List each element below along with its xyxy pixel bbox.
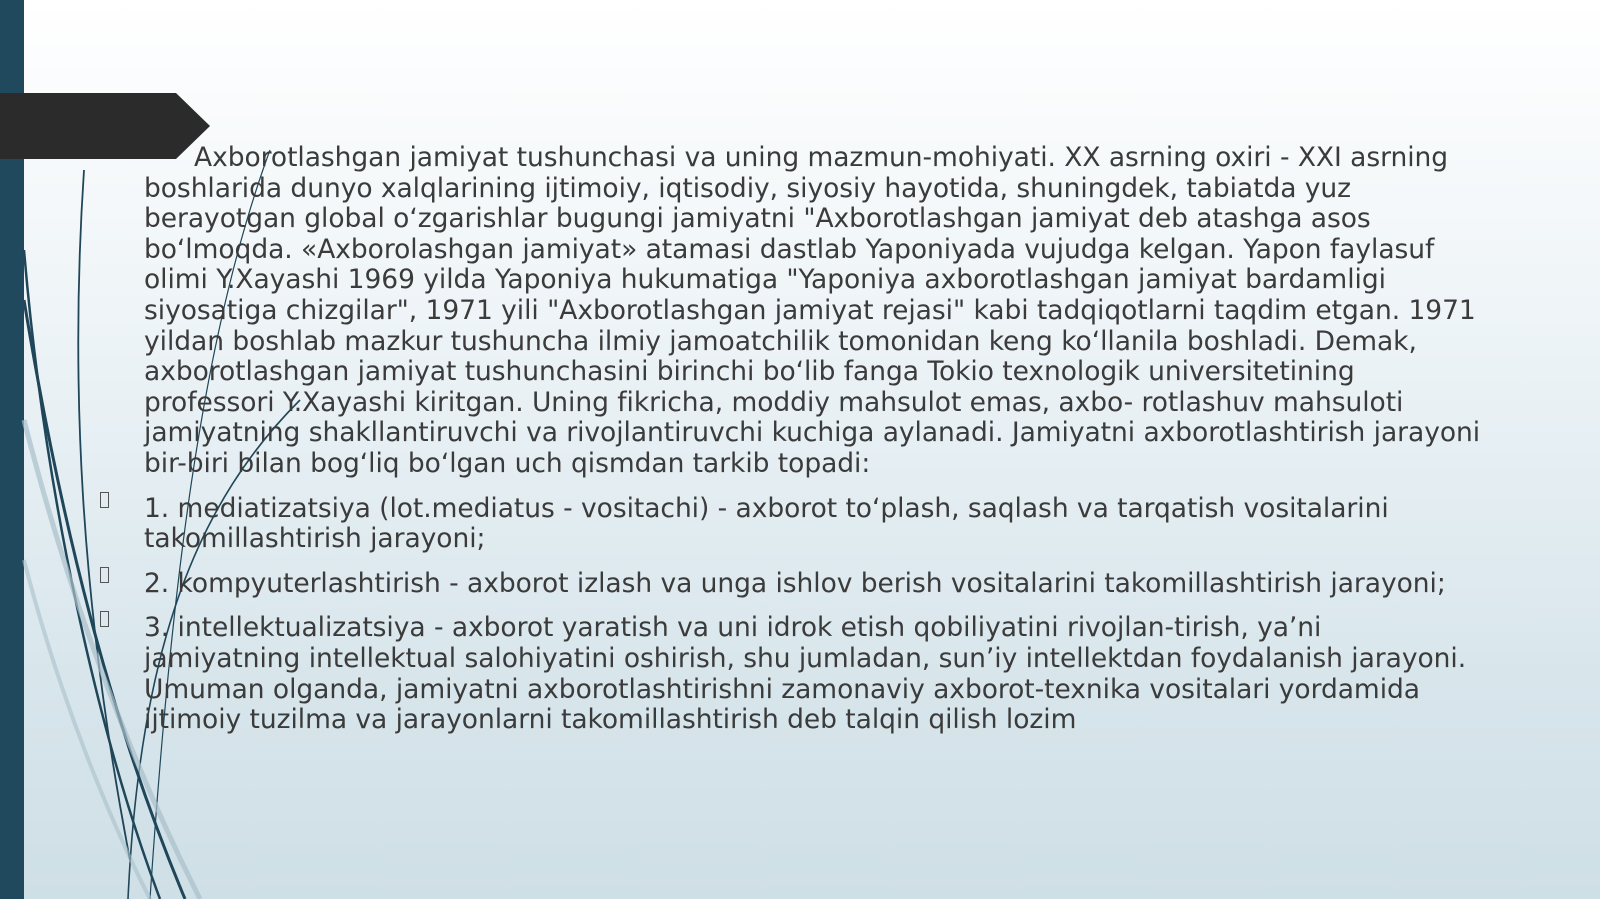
list-item-intellektualizatsiya xyxy=(144,613,1484,735)
list-item-text: 3. intellektualizatsiya - axborot yaratish va uni idrok etish qobiliyatini rivojlan-tirish, yaʼni jamiyatning intellektual salohiyatini oshirish, shu jumladan, sunʼiy intellektdan foydalanish jarayoni. Umuman olganda, jamiyatni axborotlashtirishni zamonaviy axborot-texnika vositalari yordamida ijtimoiy tuzilma va jarayonlarni takomillashtirish deb talqin qilish lozim xyxy=(144,612,1467,736)
bullet-icon xyxy=(100,492,109,508)
bullet-icon xyxy=(100,567,109,583)
intro-paragraph: Axborotlashgan jamiyat tushunchasi va uning mazmun-mohiyati. XX asrning oxiri - XXI asrning boshlarida dunyo xalqlarining ijtimoiy, iqtisodiy, siyosiy hayotida, shuningdek, tabiatda yuz berayotgan global oʻzgarishlar bugungi jamiyatni "Axborotlashgan jamiyat deb atashga asos boʻlmoqda. «Axborolashgan jamiyat» atamasi dastlab Yaponiyada vujudga kelgan. Yapon faylasuf olimi Y.Xayashi 1969 yilda Yaponiya hukumatiga "Yaponiya axborotlashgan jamiyat bardamligi siyosatiga chizgilar", 1971 yili "Axborotlashgan jamiyat rejasi" kabi tadqiqotlarni taqdim etgan. 1971 yildan boshlab mazkur tushuncha ilmiy jamoatchilik tomonidan keng koʻllanila boshladi. Demak, axborotlashgan jamiyat tushunchasini birinchi boʻlib fanga Tokio texnologik universitetining professori Y.Xayashi kiritgan. Uning fikricha, moddiy mahsulot emas, axbo- rotlashuv mahsuloti jamiyatning shakllantiruvchi va rivojlantiruvchi kuchiga aylanadi. Jamiyatni axborotlashtirish jarayoni bir-biri bilan bogʻliq boʻlgan uch qismdan tarkib topadi: xyxy=(144,142,1481,479)
bullet-icon xyxy=(100,611,109,627)
list-item-mediatizatsiya xyxy=(144,494,1484,555)
slide-body xyxy=(144,143,1484,750)
list-item-text: 2. kompyuterlashtirish - axborot izlash va unga ishlov berish vositalarini takomillashtirish jarayoni; xyxy=(144,567,1446,599)
list-item-text: 1. mediatizatsiya (lot.mediatus - vositachi) - axborot toʻplash, saqlash va tarqatish vositalarini takomillashtirish jarayoni; xyxy=(144,492,1389,555)
list-item-kompyuterlashtirish xyxy=(144,569,1484,600)
